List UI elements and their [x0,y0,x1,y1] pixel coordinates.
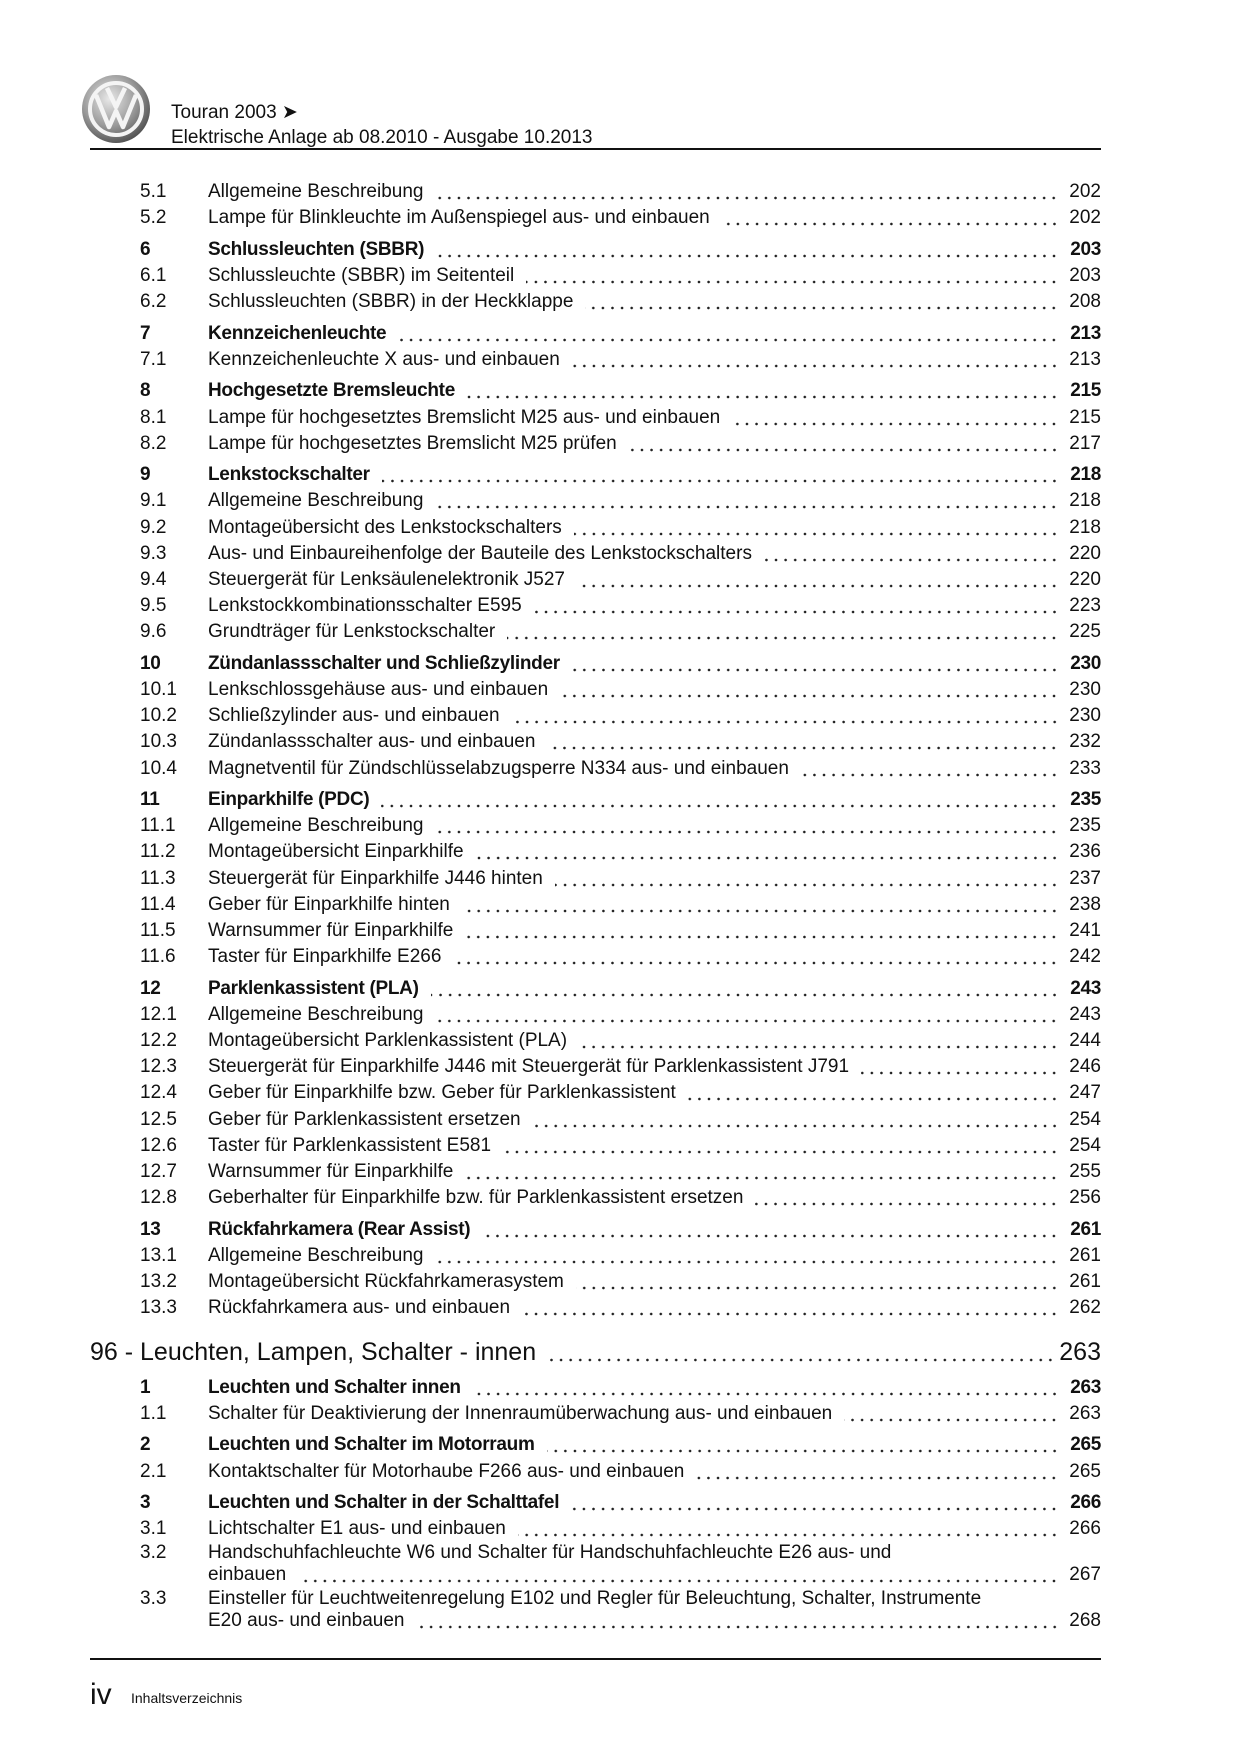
entry-number: 11.5 [140,920,176,942]
entry-title: Lampe für Blinkleuchte im Außenspiegel aus- und einbauen [208,207,710,229]
entry-page: 247 [1069,1082,1101,1104]
dot-leader [547,1434,1059,1456]
dot-leader [431,978,1059,1000]
entry-title-continued: E20 aus- und einbauen [208,1610,405,1632]
toc-entry[interactable] [90,591,1101,617]
entry-page: 230 [1070,652,1101,674]
toc-entry[interactable] [90,203,1101,229]
entry-number: 2 [140,1434,151,1456]
dot-leader [381,789,1059,811]
dot-leader [503,1135,1059,1157]
entry-title: Rückfahrkamera aus- und einbauen [208,1297,511,1319]
dot-leader [482,1219,1059,1241]
dot-leader [629,433,1059,455]
entry-number: 13.1 [140,1244,177,1266]
entry-number: 12.2 [140,1030,177,1052]
entry-number: 13.3 [140,1297,177,1319]
entry-number: 3.3 [140,1588,167,1610]
entry-page: 237 [1069,867,1101,889]
toc-entry[interactable] [90,1157,1101,1183]
dot-leader [534,595,1059,617]
entry-title: Rückfahrkamera (Rear Assist) [208,1218,471,1240]
entry-number: 9.5 [140,595,167,617]
entry-number: 6.2 [140,291,167,313]
entry-title: Schließzylinder aus- und einbauen [208,705,500,727]
entry-page: 220 [1069,569,1101,590]
entry-number: 10.3 [140,731,177,753]
entry-number: 9.6 [140,621,167,643]
entry-title: Allgemeine Beschreibung [208,181,424,203]
entry-page: 255 [1069,1161,1101,1183]
toc-entry[interactable] [90,890,1101,916]
entry-page: 213 [1069,348,1101,370]
toc-entry[interactable] [90,811,1101,837]
entry-page: 243 [1069,1003,1101,1025]
entry-number: 12.8 [140,1187,177,1209]
dot-leader [801,758,1059,780]
entry-title: Lampe für hochgesetztes Bremslicht M25 prüfen [208,432,617,454]
entry-number: 12.1 [140,1003,177,1025]
entry-title: Geber für Einparkhilfe hinten [208,893,450,915]
entry-page: 246 [1069,1056,1101,1078]
toc-entry[interactable] [90,345,1101,371]
entry-title: Leuchten und Schalter im Motorraum [208,1434,535,1456]
entry-title: Montageübersicht Einparkhilfe [208,841,464,863]
entry-title: Lichtschalter E1 aus- und einbauen [208,1518,506,1540]
entry-page: 263 [1059,1338,1101,1367]
dot-leader [861,1056,1059,1078]
entry-number: 9.3 [140,542,167,564]
entry-page: 235 [1070,789,1101,811]
entry-number: 1 [140,1376,151,1398]
entry-page: 267 [1069,1564,1101,1586]
entry-page: 268 [1069,1610,1101,1632]
entry-title: Schalter für Deaktivierung der Innenraumüberwachung aus- und einbauen [208,1402,833,1424]
entry-page: 233 [1069,757,1101,779]
entry-title-continued: einbauen [208,1564,287,1586]
entry-page: 215 [1069,406,1101,428]
dot-leader [435,815,1059,837]
dot-leader [417,1610,1060,1632]
entry-title: Warnsummer für Einparkhilfe [208,920,454,942]
entry-title: Zündanlassschalter aus- und einbauen [208,731,536,753]
entry-title: Schlussleuchten (SBBR) [208,238,425,260]
footer-divider [90,1658,1101,1660]
entry-number: 9.2 [140,516,167,538]
toc-entry[interactable] [90,727,1101,753]
entry-number: 10.4 [140,757,177,779]
dot-leader [476,841,1059,863]
entry-number: 13.2 [140,1271,177,1293]
dot-leader [560,679,1059,701]
entry-page: 203 [1069,265,1101,287]
vw-logo [82,75,150,143]
toc-entry[interactable] [90,1267,1101,1293]
entry-title: Lampe für hochgesetztes Bremslicht M25 aus- und einbauen [208,406,721,428]
dot-leader [398,323,1059,345]
entry-page: 218 [1069,490,1101,512]
entry-title: Zündanlassschalter und Schließzylinder [208,652,560,674]
toc-entry[interactable] [90,1052,1101,1078]
toc-entry[interactable] [90,1241,1101,1267]
entry-page: 208 [1069,291,1101,313]
entry-number: 3.1 [140,1518,167,1540]
entry-page: 263 [1069,1402,1101,1424]
entry-number: 7.1 [140,348,167,370]
toc-entry[interactable] [90,486,1101,512]
entry-page: 218 [1069,516,1101,538]
entry-title: Parklenkassistent (PLA) [208,977,419,999]
entry-page: 202 [1069,181,1101,203]
entry-number: 6.1 [140,265,167,287]
dot-leader [732,407,1059,429]
entry-number: 12.7 [140,1161,177,1183]
toc-entry[interactable] [90,701,1101,727]
toc-chapter[interactable] [90,1333,1101,1367]
entry-title: Taster für Parklenkassistent E581 [208,1134,492,1156]
entry-number: 12.3 [140,1056,177,1078]
toc-entry[interactable] [90,1131,1101,1157]
entry-page: 213 [1070,322,1101,344]
entry-number: 5.1 [140,181,167,203]
entry-title: Leuchten und Schalter in der Schalttafel [208,1492,560,1514]
entry-title: Magnetventil für Zündschlüsselabzugsperre N334 aus- und einbauen [208,757,789,779]
entry-page: 215 [1070,380,1101,402]
entry-number: 6 [140,238,151,260]
dot-leader [722,207,1059,229]
entry-title: Taster für Einparkhilfe E266 [208,946,442,968]
dot-leader [382,464,1059,486]
toc-entry[interactable] [90,429,1101,455]
entry-number: 11 [140,789,160,811]
dot-leader [522,1297,1059,1319]
toc-entry[interactable] [90,675,1101,701]
entry-page: 256 [1069,1187,1101,1209]
entry-number: 10.1 [140,679,177,701]
toc-entry[interactable] [90,1104,1101,1130]
entry-number: 12.5 [140,1108,177,1130]
toc-entry[interactable] [90,863,1101,889]
dot-leader [555,868,1059,890]
entry-title: Kontaktschalter für Motorhaube F266 aus- und einbauen [208,1460,685,1482]
entry-page: 232 [1069,731,1101,753]
toc-section[interactable] [90,319,1101,345]
entry-title: Lenkschlossgehäuse aus- und einbauen [208,679,549,701]
dot-leader [585,291,1059,313]
toc-entry[interactable] [90,261,1101,287]
dot-leader [547,731,1059,753]
entry-title: Montageübersicht des Lenkstockschalters [208,516,562,538]
entry-page: 223 [1069,595,1101,617]
entry-page: 218 [1070,464,1101,486]
entry-page: 235 [1069,815,1101,837]
entry-title: Hochgesetzte Bremsleuchte [208,380,455,402]
toc-section[interactable] [90,785,1101,811]
page-number: iv [90,1678,112,1711]
entry-page: 243 [1070,977,1101,999]
dot-leader [435,1245,1059,1267]
toc-section[interactable] [90,974,1101,1000]
entry-page: 244 [1069,1030,1101,1052]
entry-number: 9.4 [140,569,167,590]
toc-section[interactable] [90,1373,1101,1399]
entry-page: 220 [1069,542,1101,564]
entry-title: Geber für Parklenkassistent ersetzen [208,1108,521,1130]
entry-number: 11.6 [140,946,176,968]
dot-leader [548,1337,1055,1367]
toc-section[interactable] [90,1430,1101,1456]
entry-number: 9 [140,464,151,486]
entry-page: 266 [1069,1518,1101,1540]
dot-leader [688,1082,1059,1104]
entry-number: 7 [140,322,151,344]
toc-entry[interactable] [90,617,1101,643]
entry-page: 265 [1070,1434,1101,1456]
dot-leader [755,1187,1059,1209]
entry-title: Geberhalter für Einparkhilfe bzw. für Parklenkassistent ersetzen [208,1187,744,1209]
toc-section[interactable] [90,649,1101,675]
entry-number: 12.6 [140,1134,177,1156]
entry-number: 9.1 [140,490,167,512]
entry-number: 10.2 [140,705,177,727]
toc-entry[interactable] [90,539,1101,565]
toc-entry[interactable] [90,1293,1101,1319]
entry-title: Steuergerät für Lenksäulenelektronik J527 [208,569,566,590]
entry-page: 203 [1070,238,1101,260]
dot-leader [571,1492,1059,1514]
dot-leader [512,705,1059,727]
entry-title: Schlussleuchte (SBBR) im Seitenteil [208,265,515,287]
toc-entry[interactable] [90,512,1101,538]
entry-number: 12 [140,977,161,999]
dot-leader [435,490,1059,512]
toc-entry[interactable] [90,1588,1101,1632]
entry-number: 3 [140,1492,151,1514]
dot-leader [435,181,1059,203]
toc-entry[interactable] [90,1456,1101,1482]
entry-page: 261 [1069,1244,1101,1266]
entry-number: 11.1 [140,815,176,837]
toc-entry[interactable] [90,916,1101,942]
entry-title: Montageübersicht Parklenkassistent (PLA) [208,1030,568,1052]
toc-section[interactable] [90,235,1101,261]
dot-leader [518,1518,1059,1540]
toc-entry[interactable] [90,753,1101,779]
entry-number: 5.2 [140,207,167,229]
entry-page: 254 [1069,1134,1101,1156]
entry-page: 230 [1069,705,1101,727]
dot-leader [572,349,1059,371]
dot-leader [576,1271,1059,1293]
entry-number: 12.4 [140,1082,177,1104]
entry-page: 242 [1069,946,1101,968]
dot-leader [572,653,1059,675]
entry-number: 11.4 [140,893,176,915]
entry-title: Allgemeine Beschreibung [208,490,424,512]
entry-page: 263 [1070,1376,1101,1398]
entry-page: 261 [1070,1218,1101,1240]
toc-entry[interactable] [90,1542,1101,1586]
toc-entry[interactable] [90,565,1101,591]
dot-leader [465,920,1059,942]
entry-title: Kennzeichenleuchte X aus- und einbauen [208,348,560,370]
entry-page: 241 [1069,920,1101,942]
entry-number: 1.1 [140,1402,167,1424]
entry-number: 8.1 [140,406,167,428]
entry-title: Geber für Einparkhilfe bzw. Geber für Parklenkassistent [208,1082,676,1104]
dot-leader [696,1461,1059,1483]
entry-number: 13 [140,1218,161,1240]
dot-leader [764,543,1059,565]
entry-page: 254 [1069,1108,1101,1130]
header-divider [90,148,1101,150]
dot-leader [473,1377,1059,1399]
toc-entry[interactable] [90,177,1101,203]
entry-number: 11.3 [140,867,176,889]
entry-page: 262 [1069,1297,1101,1319]
entry-page: 225 [1069,621,1101,643]
entry-page: 230 [1069,679,1101,701]
dot-leader [574,517,1059,539]
toc-entry[interactable] [90,1078,1101,1104]
toc-entry[interactable] [90,1183,1101,1209]
toc-entry[interactable] [90,1000,1101,1026]
table-of-contents [90,177,1101,1632]
entry-page: 238 [1069,893,1101,915]
entry-page: 266 [1070,1492,1101,1514]
toc-entry[interactable] [90,1026,1101,1052]
dot-leader [436,239,1059,261]
toc-entry[interactable] [90,942,1101,968]
entry-number: 2.1 [140,1460,167,1482]
dot-leader [467,380,1059,402]
entry-title: Warnsummer für Einparkhilfe [208,1161,454,1183]
entry-page: 202 [1069,207,1101,229]
entry-title: Schlussleuchten (SBBR) in der Heckklappe [208,291,574,313]
dot-leader [462,894,1059,916]
dot-leader [526,265,1059,287]
dot-leader [579,1030,1059,1052]
entry-page: 261 [1069,1271,1101,1293]
entry-title: Handschuhfachleuchte W6 und Schalter für Handschuhfachleuchte E26 aus- und [208,1542,892,1564]
entry-title: Allgemeine Beschreibung [208,1003,424,1025]
entry-title: Lenkstockschalter [208,464,370,486]
entry-page: 217 [1069,432,1101,454]
toc-section[interactable] [90,1215,1101,1241]
entry-title: Allgemeine Beschreibung [208,1244,424,1266]
toc-entry[interactable] [90,1399,1101,1425]
dot-leader [435,1004,1059,1026]
entry-title: Steuergerät für Einparkhilfe J446 hinten [208,867,543,889]
entry-number: 8.2 [140,432,167,454]
entry-title: Allgemeine Beschreibung [208,815,424,837]
entry-number: 11.2 [140,841,176,863]
document-title: Touran 2003 ➤ [171,102,298,123]
toc-entry[interactable] [90,837,1101,863]
entry-title: Einsteller für Leuchtweitenregelung E102 und Regler für Beleuchtung, Schalter, Instrumente [208,1588,982,1610]
entry-title: Leuchten und Schalter innen [208,1376,461,1398]
footer-label: Inhaltsverzeichnis [131,1690,243,1706]
dot-leader [298,1564,1059,1586]
entry-page: 265 [1069,1460,1101,1482]
dot-leader [453,946,1059,968]
toc-section[interactable] [90,376,1101,402]
entry-number: 10 [140,652,161,674]
entry-title: Grundträger für Lenkstockschalter [208,621,496,643]
dot-leader [465,1161,1059,1183]
entry-page: 236 [1069,841,1101,863]
toc-entry[interactable] [90,287,1101,313]
toc-entry[interactable] [90,402,1101,428]
entry-number: 8 [140,380,151,402]
entry-title: Einparkhilfe (PDC) [208,789,370,811]
document-subtitle: Elektrische Anlage ab 08.2010 - Ausgabe 10.2013 [171,127,593,148]
toc-section[interactable] [90,460,1101,486]
dot-leader [507,621,1059,643]
toc-entry[interactable] [90,1514,1101,1540]
entry-title: Kennzeichenleuchte [208,322,387,344]
entry-title: 96 - Leuchten, Lampen, Schalter - innen [90,1338,537,1367]
dot-leader [533,1109,1059,1131]
dot-leader [844,1403,1059,1425]
entry-title: Steuergerät für Einparkhilfe J446 mit Steuergerät für Parklenkassistent J791 [208,1056,850,1078]
toc-section[interactable] [90,1488,1101,1514]
entry-title: Montageübersicht Rückfahrkamerasystem [208,1271,564,1293]
entry-title: Lenkstockkombinationsschalter E595 [208,595,522,617]
dot-leader [577,569,1059,591]
entry-title: Aus- und Einbaureihenfolge der Bauteile des Lenkstockschalters [208,542,752,564]
entry-number: 3.2 [140,1542,167,1564]
